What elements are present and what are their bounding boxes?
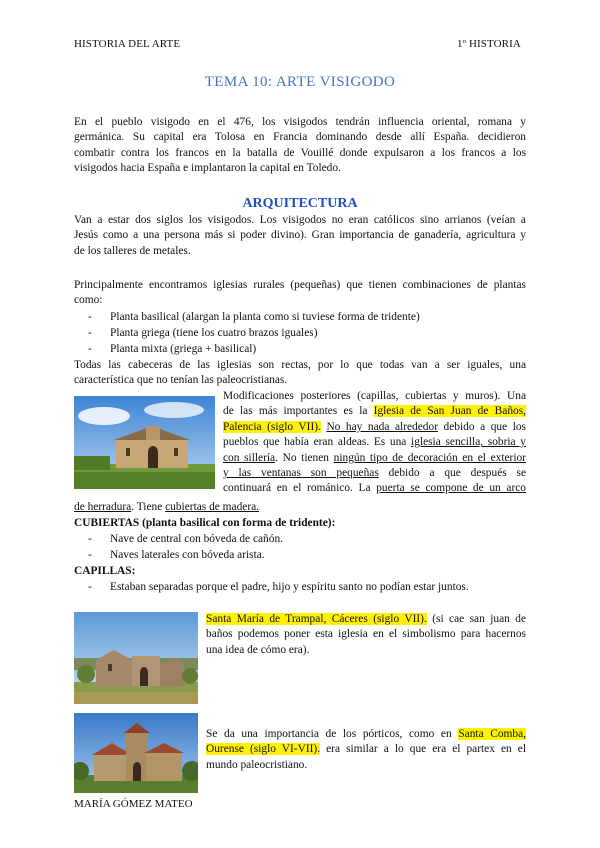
para-line: de herradura. Tiene cubiertas de madera. xyxy=(74,501,260,513)
page-title: TEMA 10: ARTE VISIGODO xyxy=(204,74,396,90)
comba-paragraph xyxy=(206,727,526,773)
church-illustration xyxy=(74,396,215,489)
para-line: Van a estar dos siglos los visigodos. Los visigodos no eran católicos sino arrianos (veían a xyxy=(74,214,526,226)
highlight-church-place: Palencia (siglo VII). xyxy=(223,420,321,433)
para-line: Se da una importancia de los pórticos, como en Santa Comba, xyxy=(206,728,527,740)
para-line: como: xyxy=(74,294,103,307)
section-heading-arquitectura: ARQUITECTURA xyxy=(242,196,358,211)
para-line: mundo paleocristiano. xyxy=(206,758,308,771)
highlight-church-place: Ourense (siglo VI-VII). xyxy=(206,743,321,756)
para-line: Todas las cabeceras de las iglesias son rectas, por lo que todas van a ser iguales, una xyxy=(74,359,526,371)
intro-line: En el pueblo visigodo en el 476, los visigodos tendrán influencia oriental, romana y xyxy=(74,116,526,128)
para-line: de los talleres de metales. xyxy=(74,244,191,257)
photo-santa-maria-de-trampal xyxy=(74,612,198,704)
photo-santa-comba xyxy=(74,713,198,793)
para-line: de las más importantes es la Iglesia de San Juan de Baños, xyxy=(223,405,526,418)
intro-line: germánica. Su capital era Tolosa en Francia dominando desde allí España. decidieron xyxy=(74,131,526,144)
para-line: con sillería. No tienen ningún tipo de decoración en el exterior xyxy=(223,451,526,464)
footer-author: MARÍA GÓMEZ MATEO xyxy=(74,798,193,810)
para-line: Principalmente encontramos iglesias rurales (pequeñas) que tienen combinaciones de plantas xyxy=(74,279,526,291)
photo-san-juan-de-banos xyxy=(74,396,215,489)
header-left: HISTORIA DEL ARTE xyxy=(74,38,181,50)
intro-paragraph xyxy=(74,115,526,177)
ruins-illustration xyxy=(74,612,198,704)
intro-line: visigodos hacia España e implantaron la capital en Toledo. xyxy=(74,162,341,175)
para-line: Palencia (siglo VII). No hay nada alrededor debido a que los xyxy=(223,420,526,433)
para-line: baños podemos poner esta iglesia en el simbolismo para hacernos xyxy=(206,628,526,641)
para-line: Jesús como a una persona más si poder divino). Gran importancia de ganadería, agricultura y xyxy=(74,229,526,242)
intro-line: combatir contra los francos en la batalla de Vouillé donde expulsaron a los francos a los xyxy=(74,146,526,159)
trampal-paragraph xyxy=(206,612,526,658)
highlight-church-name: Iglesia de San Juan de Baños, xyxy=(373,405,526,418)
para-line: Modificaciones posteriores (capillas, cubiertas y muros). Una xyxy=(223,390,526,402)
arquitectura-para3 xyxy=(74,358,526,389)
highlight-church-name: Santa María de Trampal, Cáceres (siglo VII). xyxy=(206,613,427,625)
section-heading-capillas: CAPILLAS: xyxy=(74,565,136,577)
para-line: característica que no tenían las paleocristianas. xyxy=(74,374,288,387)
para-line: pueblos que había eran aldeas. Es una iglesia sencilla, sobria y xyxy=(223,436,526,449)
arquitectura-para2 xyxy=(74,278,526,309)
para-line: y las ventanas son pequeñas debido a que después se xyxy=(223,467,527,480)
arquitectura-para1 xyxy=(74,213,526,259)
para-line: Santa María de Trampal, Cáceres (siglo VII). (si cae san juan de xyxy=(206,613,526,625)
highlight-church-name: Santa Comba, xyxy=(458,728,527,740)
church-illustration xyxy=(74,713,198,793)
para-line: Ourense (siglo VI-VII). era similar a lo que era el partex en el xyxy=(206,743,527,756)
banos-paragraph xyxy=(223,389,526,497)
section-heading-cubiertas: CUBIERTAS (planta basilical con forma de tridente): xyxy=(74,517,336,529)
para-line: una idea de cómo era). xyxy=(206,643,310,656)
header-right: 1º HISTORIA xyxy=(457,38,521,50)
para-line: continuará en el románico. La puerta se compone de un arco xyxy=(223,482,526,495)
